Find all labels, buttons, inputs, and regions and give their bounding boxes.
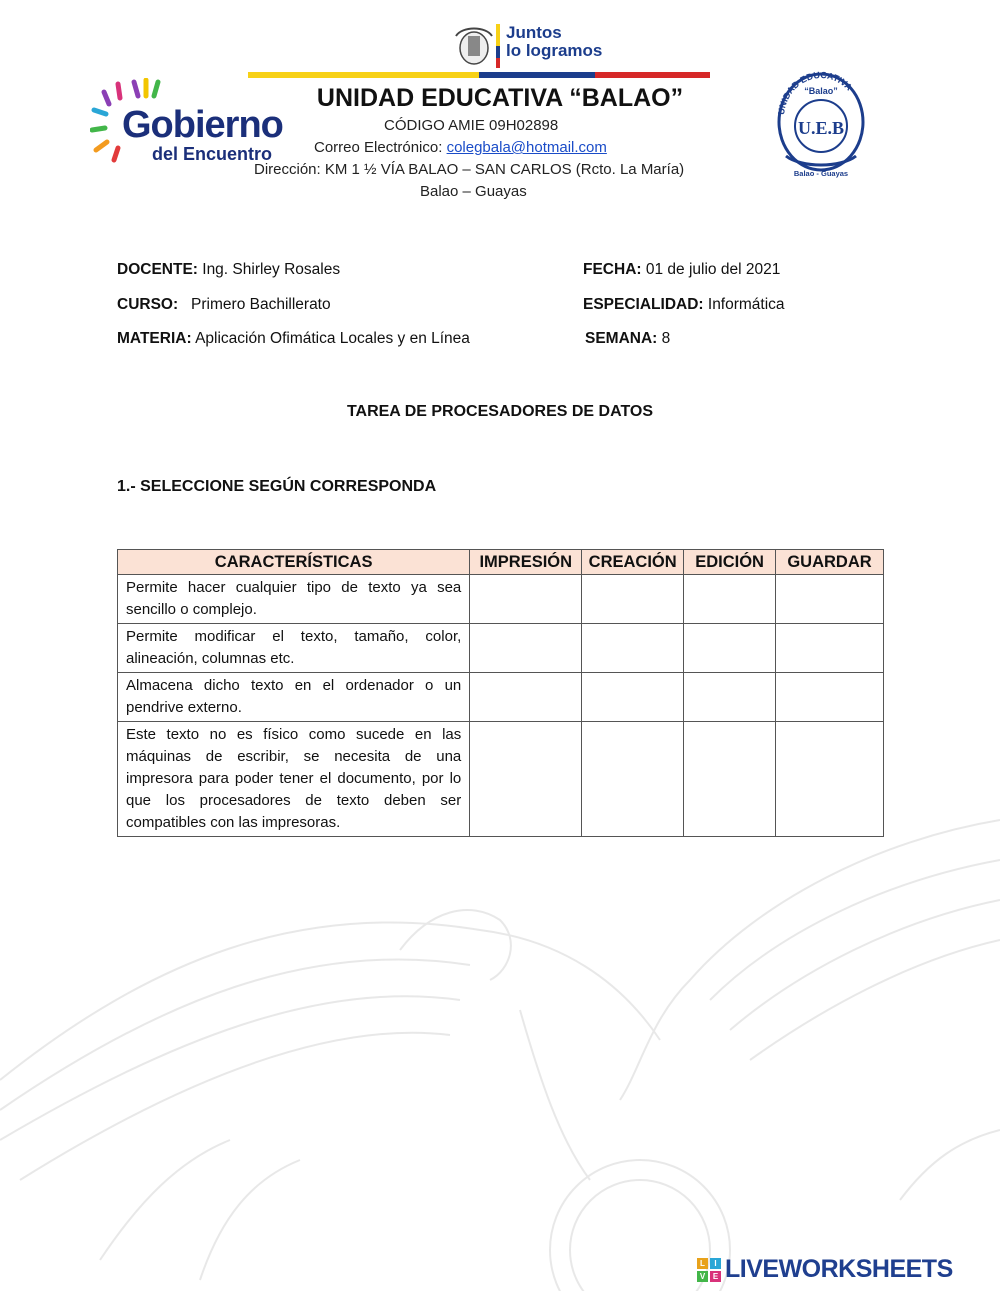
table-row	[118, 722, 884, 837]
city: Balao – Guayas	[420, 183, 527, 200]
semana-value: 8	[657, 330, 671, 347]
liveworksheets-badge-icon: L I V E	[697, 1258, 721, 1282]
curso-value: Primero Bachillerato	[178, 296, 331, 313]
table-row	[118, 673, 884, 722]
answer-cell-creacion[interactable]	[582, 673, 684, 722]
slogan-line-1: Juntos	[506, 23, 562, 42]
materia-label: MATERIA:	[117, 330, 192, 347]
characteristics-table	[117, 549, 884, 837]
crest-name: “Balao”	[804, 86, 838, 96]
fecha-field	[583, 261, 780, 279]
flag-bar	[248, 72, 710, 78]
liveworksheets-brand[interactable]: LIVEWORKSHEETS	[725, 1255, 953, 1283]
answer-cell-guardar[interactable]	[776, 624, 884, 673]
answer-cell-impresion[interactable]	[470, 624, 582, 673]
question-heading: 1.- SELECCIONE SEGÚN CORRESPONDA	[117, 478, 437, 495]
answer-cell-edicion[interactable]	[684, 624, 776, 673]
row-description: Este texto no es físico como sucede en las máquinas de escribir, se necesita de una impresora para poder tener el documento, por lo que los procesadores de texto deben ser compatibles con las impresoras.	[118, 722, 470, 837]
government-logo-sub: del Encuentro	[152, 144, 273, 164]
answer-cell-creacion[interactable]	[582, 575, 684, 624]
header-guardar: GUARDAR	[776, 550, 884, 575]
header-edicion: EDICIÓN	[684, 550, 776, 575]
answer-cell-impresion[interactable]	[470, 722, 582, 837]
amie-code: CÓDIGO AMIE 09H02898	[384, 117, 559, 134]
answer-cell-creacion[interactable]	[582, 722, 684, 837]
crest-initials: U.E.B	[797, 118, 845, 138]
table-header-row	[118, 550, 884, 575]
row-description: Permite hacer cualquier tipo de texto ya sea sencillo o complejo.	[118, 575, 470, 624]
row-description: Almacena dicho texto en el ordenador o un pendrive externo.	[118, 673, 470, 722]
answer-cell-creacion[interactable]	[582, 624, 684, 673]
email-link[interactable]: colegbala@hotmail.com	[446, 139, 607, 156]
semana-field	[585, 330, 670, 348]
materia-value: Aplicación Ofimática Locales y en Línea	[191, 330, 470, 347]
government-logo-main: Gobierno	[122, 104, 283, 146]
docente-label: DOCENTE:	[117, 261, 198, 278]
answer-cell-guardar[interactable]	[776, 673, 884, 722]
header-caracteristicas: CARACTERÍSTICAS	[118, 550, 470, 575]
answer-cell-edicion[interactable]	[684, 575, 776, 624]
slogan-line-2: lo logramos	[506, 41, 603, 60]
answer-cell-guardar[interactable]	[776, 722, 884, 837]
table-row	[118, 575, 884, 624]
curso-label: CURSO:	[117, 296, 179, 313]
page-title: TAREA DE PROCESADORES DE DATOS	[346, 403, 654, 420]
especialidad-label: ESPECIALIDAD:	[583, 296, 704, 313]
answer-cell-edicion[interactable]	[684, 722, 776, 837]
email-line	[314, 139, 607, 156]
school-name: UNIDAD EDUCATIVA “BALAO”	[316, 84, 684, 112]
eagle-watermark-icon	[0, 780, 1000, 1291]
school-crest-logo	[776, 60, 866, 182]
government-logo	[90, 78, 290, 173]
semana-label: SEMANA:	[585, 330, 658, 347]
email-label: Correo Electrónico:	[314, 139, 447, 156]
fecha-value: 01 de julio del 2021	[641, 261, 781, 278]
especialidad-field	[583, 296, 785, 314]
liveworksheets-logo	[697, 1255, 997, 1285]
docente-field	[117, 261, 340, 279]
row-description: Permite modificar el texto, tamaño, color, alineación, columnas etc.	[118, 624, 470, 673]
header-impresion: IMPRESIÓN	[470, 550, 582, 575]
especialidad-value: Informática	[703, 296, 785, 313]
answer-cell-impresion[interactable]	[470, 673, 582, 722]
docente-value: Ing. Shirley Rosales	[197, 261, 341, 278]
materia-field	[117, 330, 470, 348]
fecha-label: FECHA:	[583, 261, 642, 278]
slogan-logo	[450, 20, 620, 75]
curso-field	[117, 296, 331, 314]
coat-of-arms-icon	[452, 22, 502, 70]
table-row	[118, 624, 884, 673]
answer-cell-edicion[interactable]	[684, 673, 776, 722]
address: Dirección: KM 1 ½ VÍA BALAO – SAN CARLOS (Rcto. La María)	[254, 161, 685, 178]
crest-bottom-text: Balao - Guayas	[793, 169, 849, 178]
answer-cell-guardar[interactable]	[776, 575, 884, 624]
answer-cell-impresion[interactable]	[470, 575, 582, 624]
crest-top-text: UNIDAD EDUCATIVA	[776, 69, 855, 116]
header-creacion: CREACIÓN	[582, 550, 684, 575]
sunburst-top-icon	[128, 78, 168, 104]
